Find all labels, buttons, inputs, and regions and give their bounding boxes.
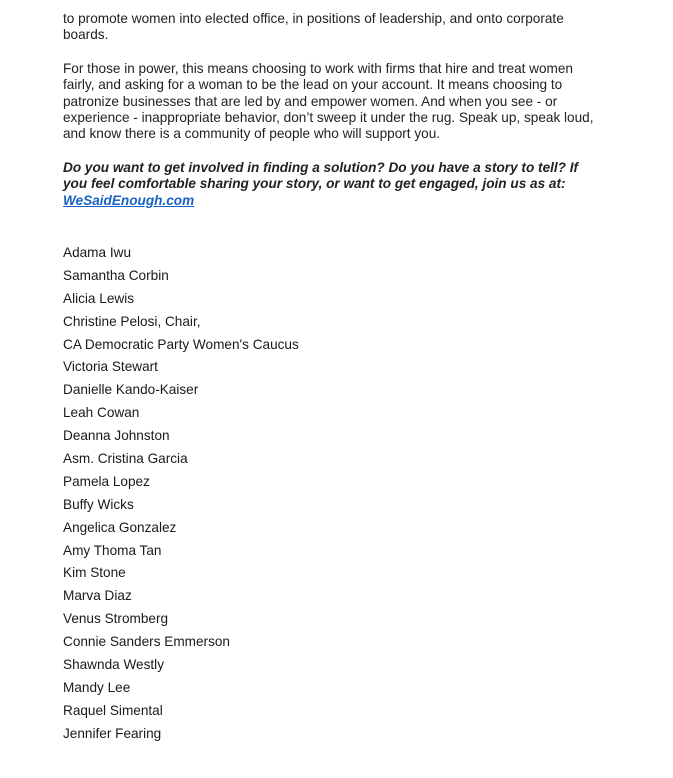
signer-name: Raquel Simental — [63, 702, 163, 718]
call-to-action — [63, 160, 603, 209]
signer-name: Venus Stromberg — [63, 611, 169, 627]
signer-name: Mandy Lee — [63, 679, 131, 695]
signer-name: Alicia Lewis — [63, 290, 135, 306]
signer-name: Buffy Wicks — [63, 496, 134, 512]
signer-name: Danielle Kando-Kaiser — [63, 382, 199, 398]
signer-name: Leah Cowan — [63, 405, 140, 421]
letter-body — [63, 11, 603, 209]
paragraph-women-leadership: to promote women into elected office, in positions of leadership, and onto corporate boards. — [63, 11, 564, 43]
paragraph-those-in-power: For those in power, this means choosing to work with firms that hire and treat women fairly, and asking for a woman to be the lead on your account. It means choosing to patronize businesses that are led by and empower women. And when you see - or experience - inappropriate behavior, don’t sweep it under the rug. Speak up, speak loud, and know there is a community of people who will support you. — [63, 60, 594, 142]
signer-name: Pamela Lopez — [63, 473, 150, 489]
signer-name: Angelica Gonzalez — [63, 519, 177, 535]
wesaidenough-link[interactable]: WeSaidEnough.com — [63, 192, 195, 208]
signer-name: Adama Iwu — [63, 245, 132, 260]
signer-list — [63, 242, 299, 746]
signer-name: Connie Sanders Emmerson — [63, 634, 230, 650]
signer-name: Christine Pelosi, Chair, — [63, 313, 201, 329]
signer-name: Kim Stone — [63, 565, 126, 581]
signer-name: CA Democratic Party Women's Caucus — [63, 336, 299, 352]
call-to-action-text: Do you want to get involved in finding a solution? Do you have a story to tell? If you feel comfortable sharing your story, or want to get engaged, join us as at: — [63, 159, 579, 192]
signer-name: Amy Thoma Tan — [63, 542, 162, 558]
signer-name: Victoria Stewart — [63, 359, 158, 375]
signer-name: Jennifer Fearing — [63, 725, 162, 741]
signer-name: Shawnda Westly — [63, 657, 164, 673]
signer-name: Deanna Johnston — [63, 428, 170, 444]
signer-name: Asm. Cristina Garcia — [63, 451, 188, 467]
signer-name: Samantha Corbin — [63, 267, 169, 283]
signer-name: Marva Diaz — [63, 588, 132, 604]
